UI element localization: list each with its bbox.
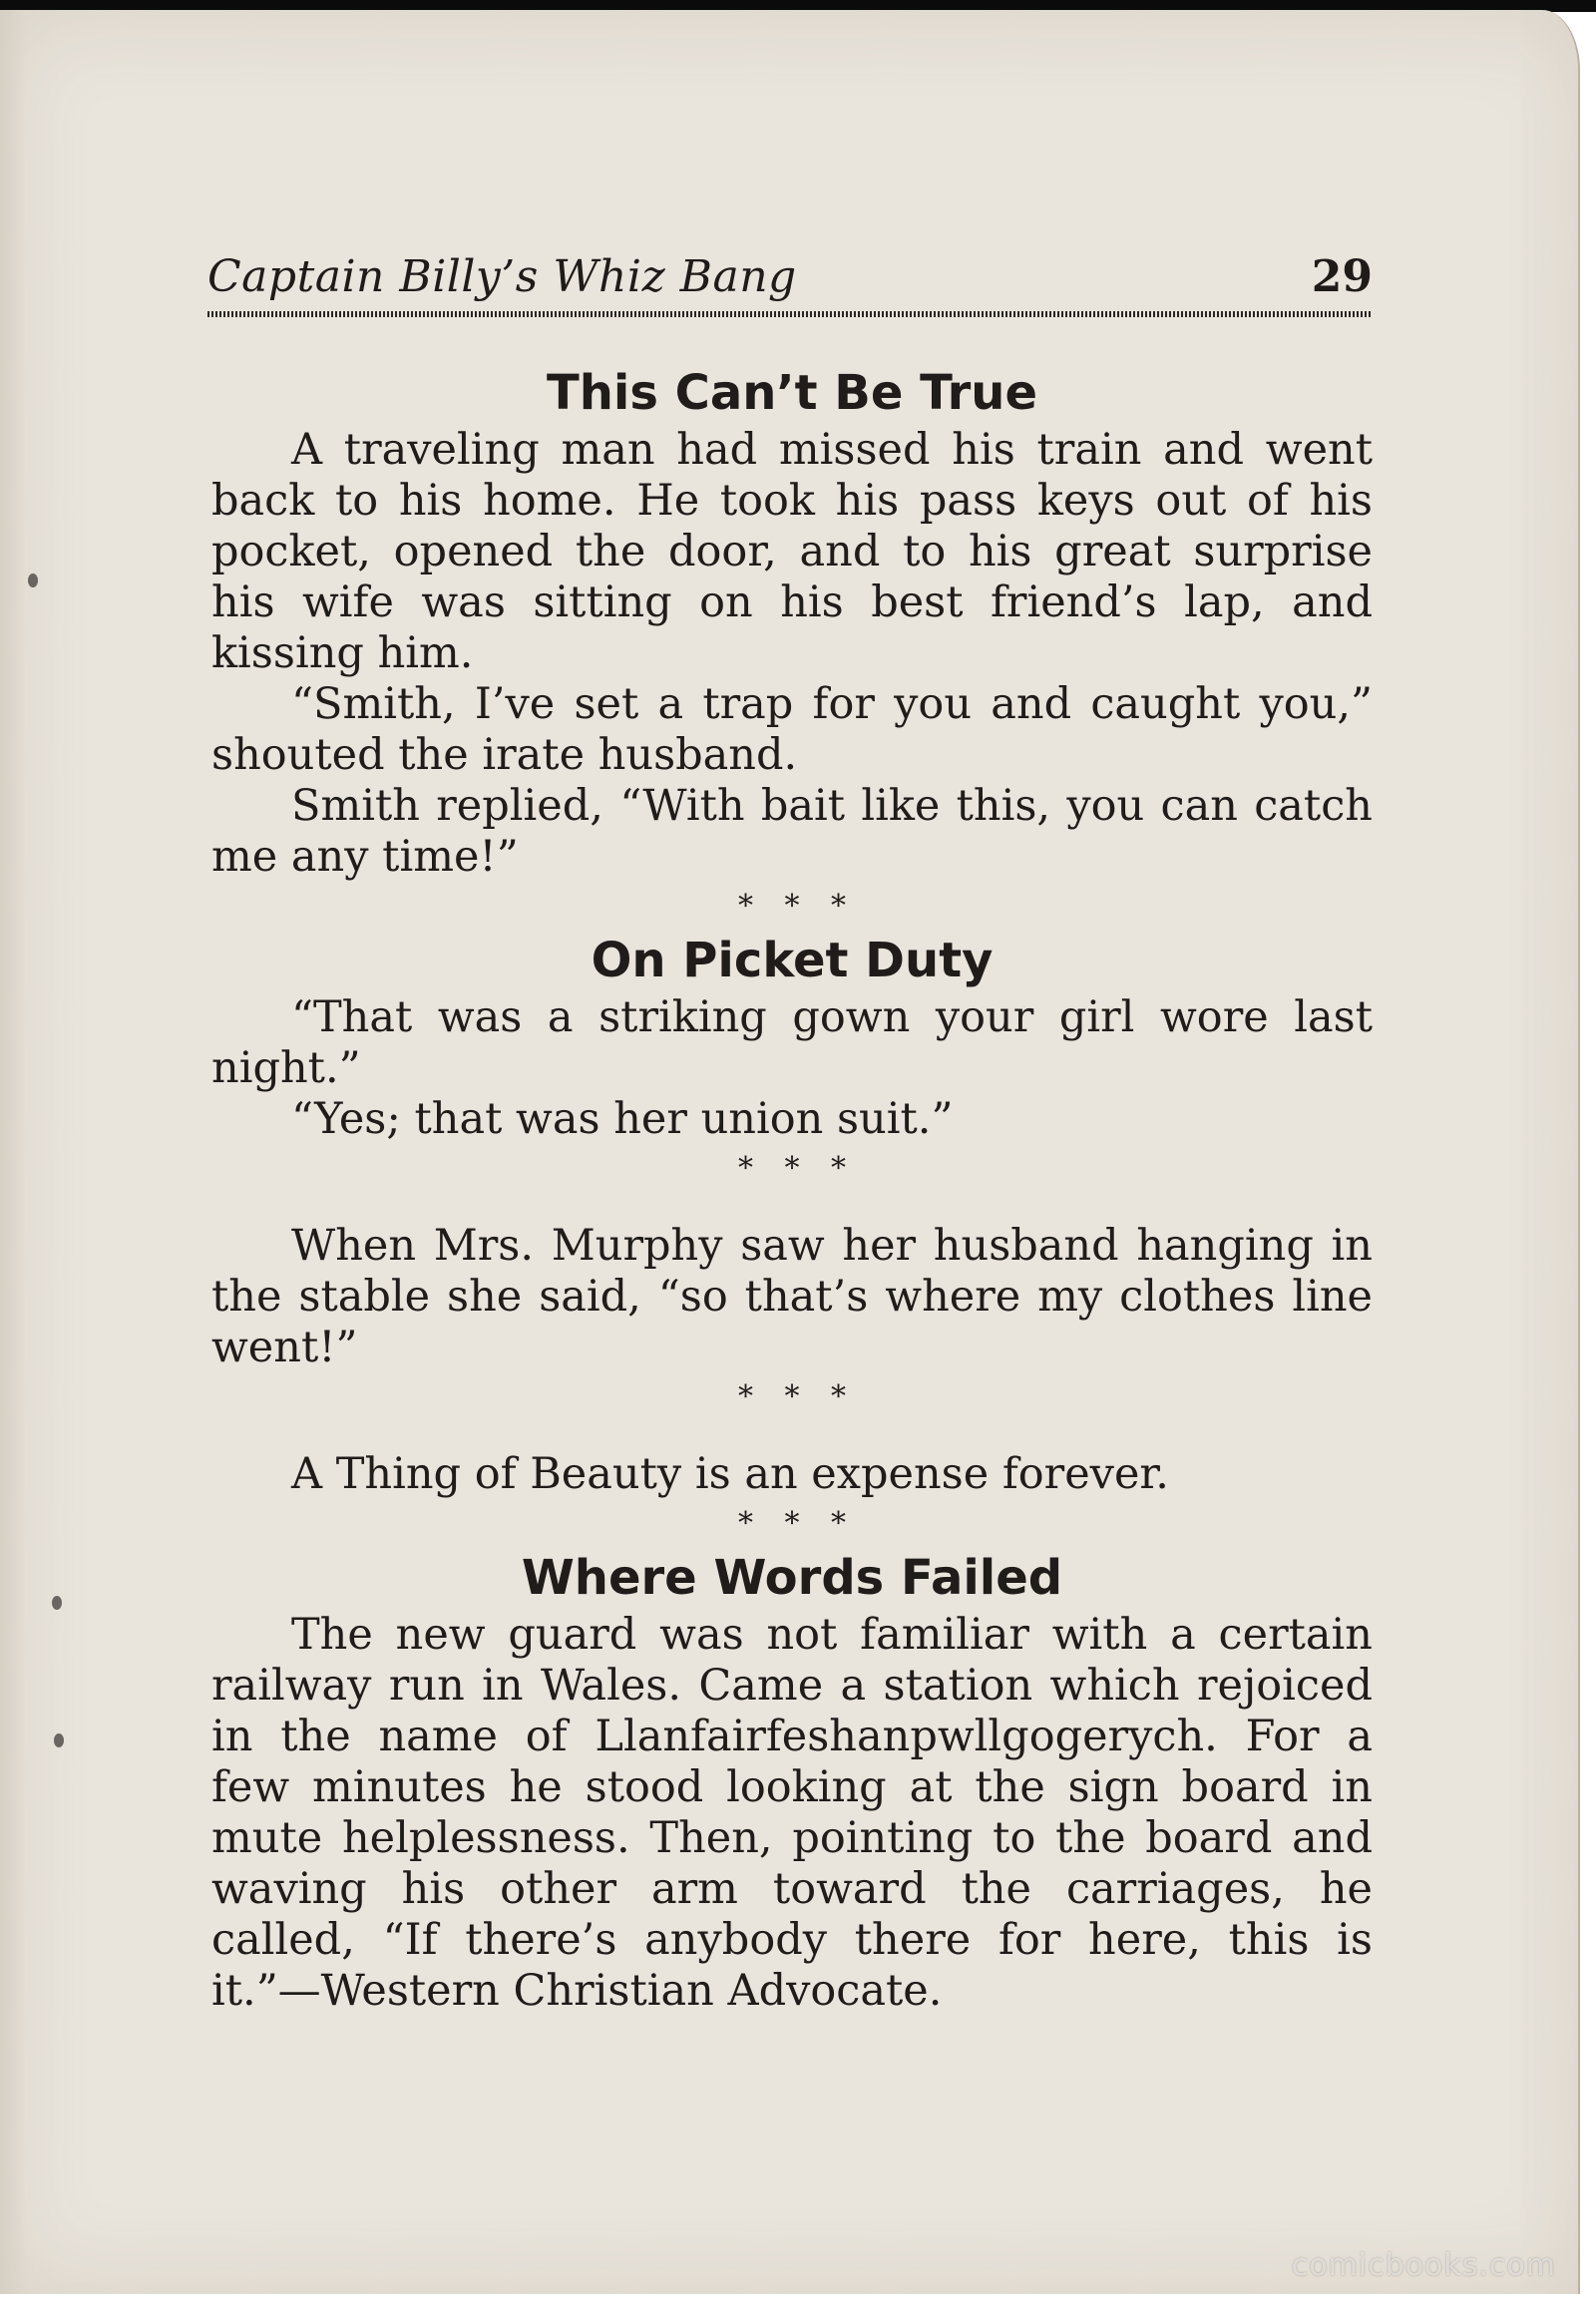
page-content bbox=[211, 361, 1373, 2017]
site-watermark: comicbooks.com bbox=[1291, 2248, 1556, 2283]
article-this-cant-be-true bbox=[211, 361, 1373, 883]
article-on-picket-duty bbox=[211, 929, 1373, 1145]
binding-hole-mark bbox=[52, 1596, 62, 1610]
article-paragraph: The new guard was not familiar with a certain railway run in Wales. Came a station which rejoiced in the name of Llanfairfeshanpwllgogerych. For a few minutes he stood looking at the sign board in mute helplessness. Then, pointing to the board and waving his other arm toward the carriages, he called, “If there’s anybody there for here, this is it.”—Western Christian Advocate. bbox=[211, 1610, 1373, 2016]
article-heading: This Can’t Be True bbox=[546, 365, 1038, 421]
article-heading: Where Words Failed bbox=[521, 1550, 1063, 1606]
page-number: 29 bbox=[1311, 251, 1373, 302]
spacer bbox=[211, 1419, 1373, 1449]
section-separator: * * * bbox=[737, 1506, 847, 1541]
header-rule bbox=[207, 311, 1373, 317]
article-thing-of-beauty bbox=[211, 1449, 1373, 1500]
article-heading: On Picket Duty bbox=[591, 933, 994, 988]
binding-hole-mark bbox=[54, 1733, 64, 1747]
article-paragraph: Smith replied, “With bait like this, you can catch me any time!” bbox=[211, 781, 1373, 882]
article-paragraph: “Smith, I’ve set a trap for you and caught you,” shouted the irate husband. bbox=[211, 679, 1373, 780]
article-paragraph: “Yes; that was her union suit.” bbox=[291, 1094, 954, 1144]
running-head bbox=[207, 251, 1373, 313]
article-paragraph: A Thing of Beauty is an expense forever. bbox=[291, 1449, 1169, 1499]
section-separator: * * * bbox=[737, 1379, 847, 1414]
article-murphy-joke bbox=[211, 1221, 1373, 1373]
article-where-words-failed bbox=[211, 1546, 1373, 2017]
publication-title: Captain Billy’s Whiz Bang bbox=[207, 251, 797, 302]
page-spine-shadow bbox=[0, 10, 26, 2294]
section-separator: * * * bbox=[737, 1151, 847, 1186]
section-separator: * * * bbox=[737, 889, 847, 924]
spacer bbox=[211, 1191, 1373, 1221]
article-paragraph: A traveling man had missed his train and went back to his home. He took his pass keys out of his pocket, opened the door, and to his great surprise his wife was sitting on his best friend’s lap, and kissing him. bbox=[211, 425, 1373, 678]
article-paragraph: “That was a striking gown your girl wore last night.” bbox=[211, 992, 1373, 1093]
binding-hole-mark bbox=[28, 574, 38, 587]
article-paragraph: When Mrs. Murphy saw her husband hanging in the stable she said, “so that’s where my clothes line went!” bbox=[211, 1221, 1373, 1372]
